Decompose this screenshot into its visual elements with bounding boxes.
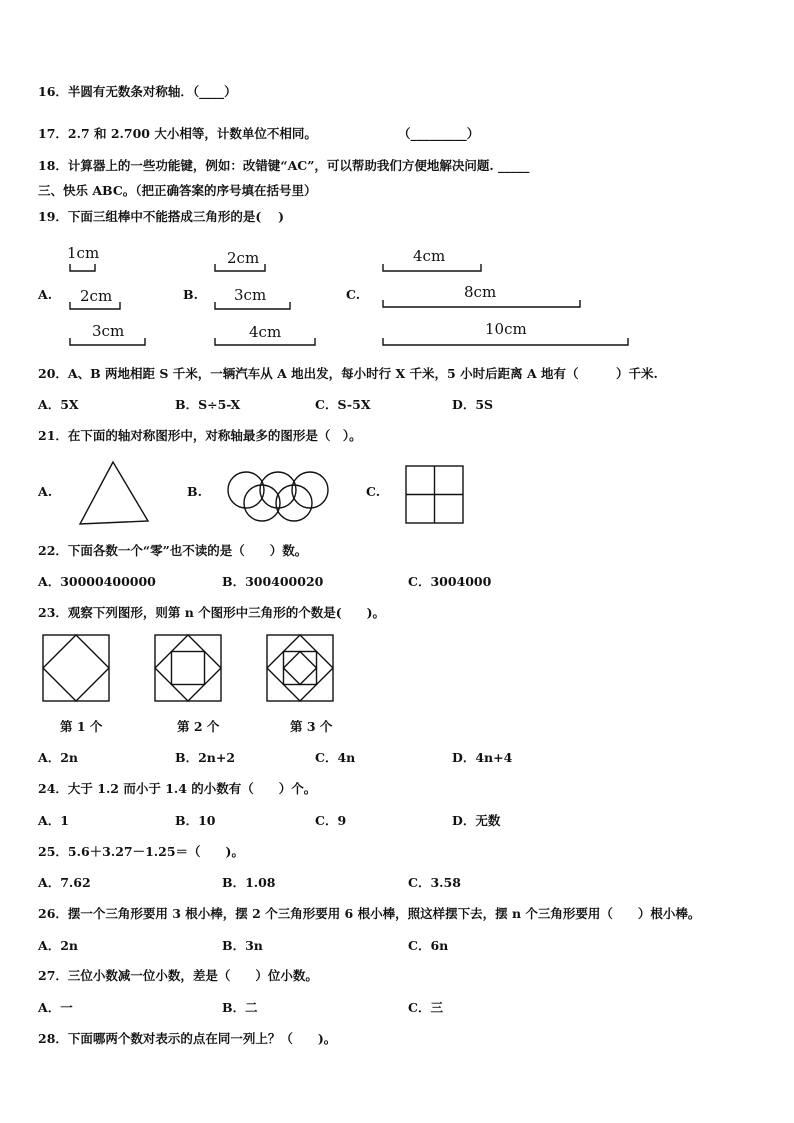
pattern-figure-3: [267, 635, 333, 701]
question-27-text: 27．三位小数减一位小数，差是（ ）位小数。: [38, 968, 318, 983]
question-25-text: 25．5.6＋3.27－1.25＝（ )。: [38, 844, 244, 859]
pattern-figure-1: [43, 635, 109, 701]
option-d[interactable]: D．4n+4: [452, 750, 513, 765]
option-c[interactable]: C．4n: [315, 750, 356, 765]
stick-label: 3cm: [234, 286, 267, 304]
option-c[interactable]: C．三: [408, 1000, 443, 1015]
stick-label: 8cm: [464, 283, 497, 301]
stick-label: 4cm: [249, 323, 282, 341]
option-a[interactable]: A．5X: [38, 397, 79, 412]
question-28-text: 28．下面哪两个数对表示的点在同一列上？（ )。: [38, 1031, 337, 1046]
answer-paren[interactable]: （_________）: [398, 126, 480, 141]
option-a[interactable]: A．2n: [38, 938, 78, 953]
option-a[interactable]: A．7.62: [38, 875, 91, 890]
question-19-text: 19．下面三组棒中不能搭成三角形的是( ): [38, 209, 285, 224]
option-b-label: B.: [187, 484, 202, 499]
stick-label: 3cm: [92, 322, 125, 340]
option-c-label: C.: [366, 484, 381, 499]
option-b[interactable]: B．300400020: [222, 574, 324, 589]
option-d[interactable]: D．5S: [452, 397, 494, 412]
question-17-text: 17．2.7 和 2.700 大小相等，计数单位不相同。: [38, 126, 317, 141]
question-21-text: 21．在下面的轴对称图形中，对称轴最多的图形是（ ）。: [38, 428, 362, 443]
option-a-label: A.: [38, 484, 53, 499]
option-d[interactable]: D．无数: [452, 813, 501, 828]
option-b[interactable]: B．10: [175, 813, 216, 828]
option-c-label: C.: [346, 287, 361, 302]
option-b[interactable]: B．2n+2: [175, 750, 236, 765]
section-title: 三、快乐 ABC。（把正确答案的序号填在括号里）: [38, 183, 317, 198]
stick-label: 4cm: [413, 247, 446, 265]
question-26-text: 26．摆一个三角形要用 3 根小棒，摆 2 个三角形要用 6 根小棒，照这样摆下去，摆 n 个三角形要用（ ）根小棒。: [38, 906, 701, 921]
answer-blank[interactable]: _____: [498, 158, 530, 173]
option-c[interactable]: C．9: [315, 813, 347, 828]
figure-caption: 第 1 个: [60, 719, 103, 734]
pattern-figure-2: [155, 635, 221, 701]
question-20-text: 20．A、B 两地相距 S 千米，一辆汽车从 A 地出发，每小时行 X 千米，5 小时后距离 A 地有（ ）千米.: [38, 366, 658, 381]
option-c[interactable]: C．S-5X: [315, 397, 371, 412]
question-16-close: ）: [224, 84, 237, 99]
option-a[interactable]: A．1: [38, 813, 69, 828]
option-a-label: A.: [38, 287, 53, 302]
option-a[interactable]: A．一: [38, 1000, 73, 1015]
option-c[interactable]: C．3.58: [408, 875, 461, 890]
figure-caption: 第 3 个: [290, 719, 333, 734]
option-c[interactable]: C．6n: [408, 938, 449, 953]
option-b[interactable]: B．1.08: [222, 875, 276, 890]
option-b-label: B.: [183, 287, 198, 302]
stick-label: 2cm: [80, 287, 113, 305]
option-b[interactable]: B．S÷5-X: [175, 397, 241, 412]
stick-label: 10cm: [485, 320, 527, 338]
option-a[interactable]: A．30000400000: [38, 574, 156, 589]
option-b[interactable]: B．3n: [222, 938, 263, 953]
option-c[interactable]: C．3004000: [408, 574, 492, 589]
question-18-text: 18．计算器上的一些功能键，例如：改错键“AC”，可以帮助我们方便地解决问题.: [38, 158, 494, 173]
stick-label: 1cm: [67, 244, 100, 262]
answer-blank[interactable]: ____: [199, 84, 225, 99]
question-23-text: 23．观察下列图形，则第 n 个图形中三角形的个数是( )。: [38, 605, 386, 620]
option-a[interactable]: A．2n: [38, 750, 78, 765]
question-22-text: 22．下面各数一个“零”也不读的是（ ）数。: [38, 543, 308, 558]
question-16-text: 16．半圆有无数条对称轴．（: [38, 84, 200, 99]
stick-label: 2cm: [227, 249, 260, 267]
figure-caption: 第 2 个: [177, 719, 220, 734]
option-b[interactable]: B．二: [222, 1000, 258, 1015]
question-24-text: 24．大于 1.2 而小于 1.4 的小数有（ ）个。: [38, 781, 317, 796]
